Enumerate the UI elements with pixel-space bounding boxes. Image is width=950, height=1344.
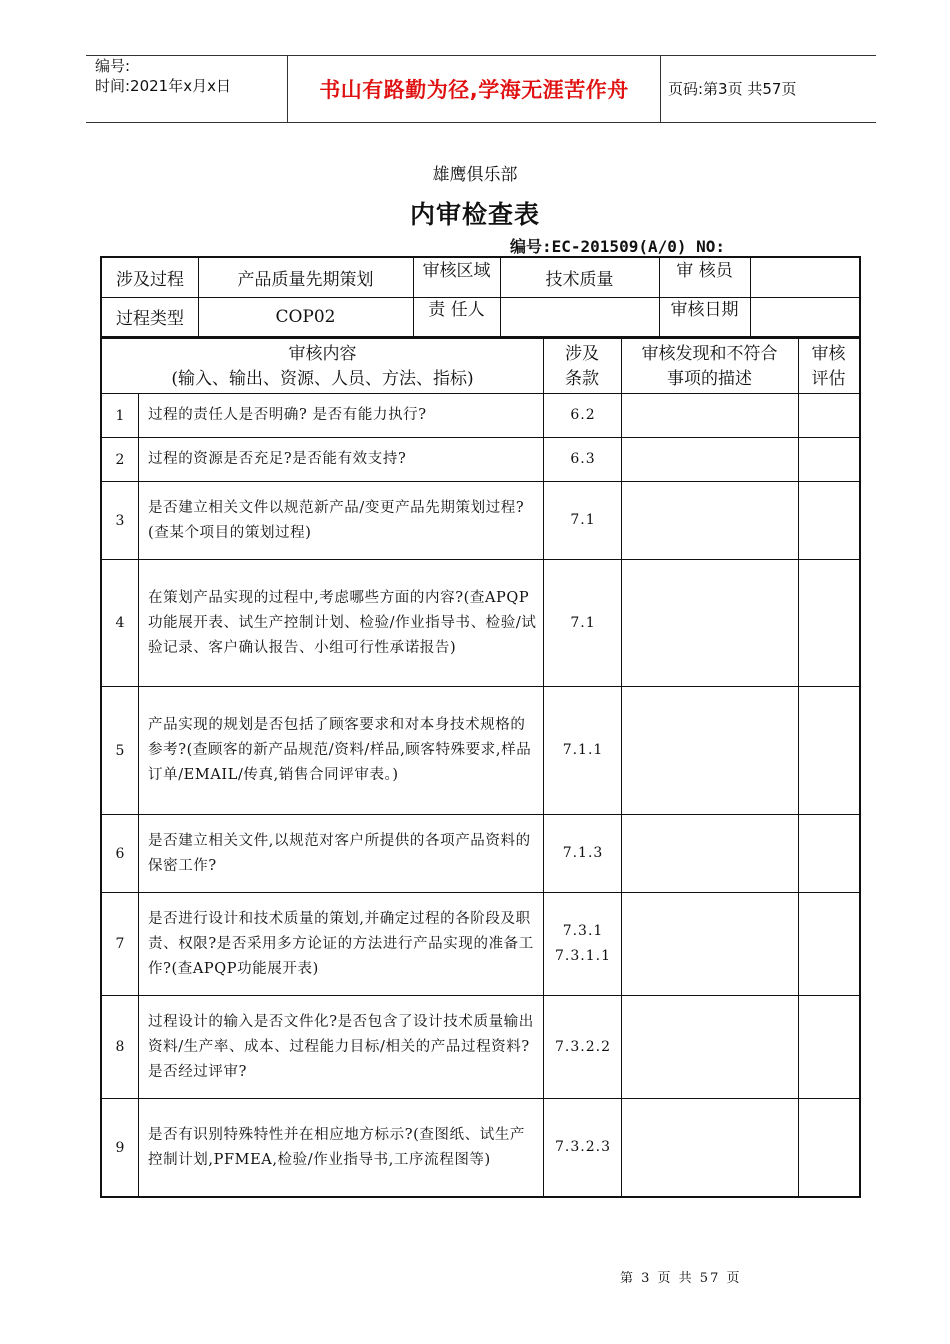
table-row xyxy=(102,996,859,1098)
header-clause xyxy=(543,342,621,392)
owner-value xyxy=(500,297,659,336)
row-number: 3 xyxy=(115,512,125,529)
header-divider-right xyxy=(660,55,661,122)
row-clause xyxy=(544,893,622,995)
header-findings-line1: 审核发现和不符合 xyxy=(641,344,778,364)
header-page-info: 页码:第3页 共57页 xyxy=(668,80,797,98)
audit-table xyxy=(100,337,861,1198)
header-audit-content xyxy=(102,342,543,392)
type-value: COP02 xyxy=(275,306,336,327)
header-number-label: 编号: xyxy=(95,57,131,75)
row-clause xyxy=(544,560,622,686)
header-motto: 书山有路勤为径,学海无涯苦作舟 xyxy=(319,77,629,102)
table-row xyxy=(102,482,859,559)
row-content: 过程的责任人是否明确? 是否有能力执行? xyxy=(148,407,427,423)
type-label: 过程类型 xyxy=(116,309,184,329)
row-number: 7 xyxy=(115,936,125,952)
info-table xyxy=(100,256,861,338)
row-number: 8 xyxy=(115,1039,125,1055)
header-eval-line1: 审核 xyxy=(811,344,846,364)
row-content: 是否建立相关文件,以规范对客户所提供的各项产品资料的保密工作? xyxy=(148,832,531,874)
auditor-label: 审 核员 xyxy=(676,261,733,281)
row-number: 4 xyxy=(115,615,125,631)
row-clause xyxy=(544,815,622,892)
clause-text-secondary: 7.3.1.1 xyxy=(555,948,611,964)
header-bottom-rule xyxy=(86,122,876,123)
page-footer: 第 3 页 共 57 页 xyxy=(620,1271,742,1286)
header-eval-line2: 评估 xyxy=(811,369,846,389)
row-content: 过程的资源是否充足?是否能有效支持? xyxy=(148,451,407,467)
clause-text: 7.3.2.2 xyxy=(555,1038,611,1055)
header-content-line1: 审核内容 xyxy=(288,344,357,364)
process-value: 产品质量先期策划 xyxy=(237,270,374,290)
row-clause xyxy=(544,996,622,1098)
row-content: 过程设计的输入是否文件化?是否包含了设计技术质量输出资料/生产率、成本、过程能力目标/相关的产品过程资料?是否经过评审? xyxy=(148,1013,534,1080)
row-number: 9 xyxy=(115,1139,125,1156)
date-value xyxy=(750,297,859,336)
header-findings-line2: 事项的描述 xyxy=(667,369,752,389)
row-content: 是否有识别特殊特性并在相应地方标示?(查图纸、试生产控制计划,PFMEA,检验/作业指导书,工序流程图等) xyxy=(148,1126,526,1168)
clause-text: 6.2 xyxy=(570,407,596,423)
row-clause xyxy=(544,438,622,481)
table-row xyxy=(102,560,859,686)
table-row xyxy=(102,815,859,892)
table-row xyxy=(102,687,859,814)
row-number: 1 xyxy=(115,407,125,424)
row-content: 在策划产品实现的过程中,考虑哪些方面的内容?(查APQP功能展开表、试生产控制计划、检验/作业指导书、检验/试验记录、客户确认报告、小组可行性承诺报告) xyxy=(148,589,537,656)
header-evaluation xyxy=(798,342,859,392)
row-number: 5 xyxy=(115,742,125,759)
header-meta xyxy=(95,56,231,96)
header-content-line2: (输入、输出、资源、人员、方法、指标) xyxy=(171,369,474,389)
process-label: 涉及过程 xyxy=(116,270,184,290)
club-name: 雄鹰俱乐部 xyxy=(432,165,518,185)
auditor-value xyxy=(750,258,859,297)
table-row xyxy=(102,893,859,995)
document-number: 编号:EC-201509(A/0) NO: xyxy=(510,237,726,256)
row-clause xyxy=(544,1099,622,1196)
row-number: 2 xyxy=(115,451,125,468)
row-content: 产品实现的规划是否包括了顾客要求和对本身技术规格的参考?(查顾客的新产品规范/资料/样品,顾客特殊要求,样品订单/EMAIL/传真,销售合同评审表。) xyxy=(148,717,532,783)
row-clause xyxy=(544,394,622,437)
row-content: 是否建立相关文件以规范新产品/变更产品先期策划过程?(查某个项目的策划过程) xyxy=(148,499,525,541)
row-number: 6 xyxy=(115,845,125,862)
header-clause-line2: 条款 xyxy=(565,369,599,389)
header-findings xyxy=(621,342,798,392)
clause-text: 7.1 xyxy=(570,614,596,631)
clause-text: 7.1 xyxy=(570,512,596,528)
header-clause-line1: 涉及 xyxy=(565,344,599,364)
clause-text: 7.3.2.3 xyxy=(555,1139,611,1155)
row-clause xyxy=(544,687,622,814)
date-label: 审核日期 xyxy=(670,300,739,320)
table-row xyxy=(102,1099,859,1196)
clause-text: 7.1.3 xyxy=(562,845,604,861)
clause-text: 7.1.1 xyxy=(562,742,604,758)
owner-label: 责 任人 xyxy=(428,300,485,320)
table-row xyxy=(102,394,859,437)
document-title: 内审检查表 xyxy=(409,200,540,229)
area-label: 审核区域 xyxy=(422,261,491,281)
row-content: 是否进行设计和技术质量的策划,并确定过程的各阶段及职责、权限?是否采用多方论证的方法进行产品实现的准备工作?(查APQP功能展开表) xyxy=(148,910,534,977)
clause-text: 6.3 xyxy=(570,451,596,467)
row-clause xyxy=(544,482,622,559)
table-row xyxy=(102,438,859,481)
area-value: 技术质量 xyxy=(545,270,614,290)
clause-text: 7.3.1 xyxy=(562,923,604,939)
header-time-label: 时间:2021年x月x日 xyxy=(95,77,231,95)
